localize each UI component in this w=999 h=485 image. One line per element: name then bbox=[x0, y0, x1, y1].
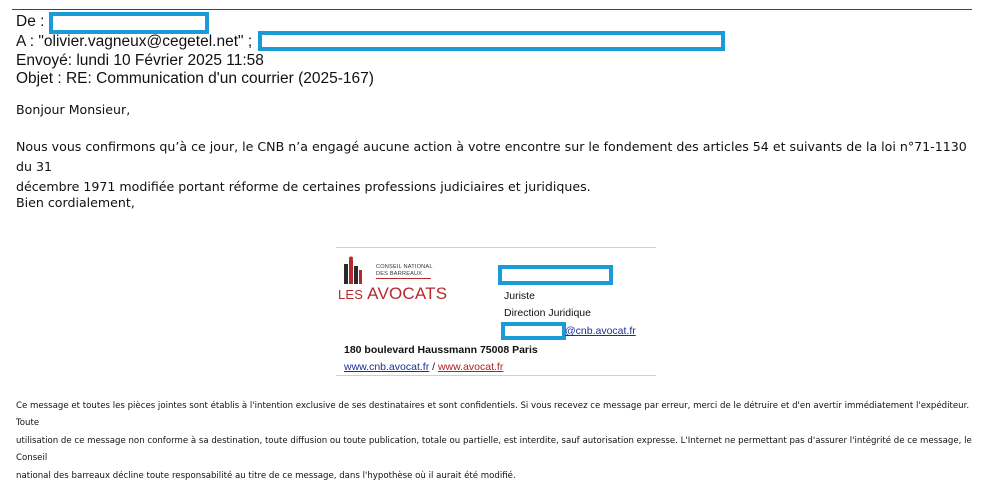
greeting: Bonjour Monsieur, bbox=[16, 102, 131, 117]
sig-email-link[interactable]: @cnb.avocat.fr bbox=[565, 325, 636, 337]
redacted-email-user bbox=[501, 322, 566, 340]
header-to bbox=[16, 33, 252, 50]
redacted-to bbox=[258, 31, 725, 51]
logo-les: LES bbox=[338, 287, 364, 302]
body-paragraph-line1: Nous vous confirmons qu’à ce jour, le CNB n’a engagé aucune action à votre encontre sur le fondement des articles 54 et suivants de la loi n°71-1130 du 31 bbox=[16, 139, 967, 174]
header-top-rule bbox=[12, 9, 972, 10]
header-subject bbox=[16, 70, 374, 87]
body-paragraph bbox=[16, 137, 971, 197]
redacted-name bbox=[498, 265, 613, 285]
footer-disclaimer bbox=[16, 398, 982, 485]
logo-divider bbox=[376, 278, 431, 279]
sig-department: Direction Juridique bbox=[504, 307, 591, 319]
header-from bbox=[16, 13, 44, 30]
subject-label: Objet : bbox=[16, 70, 62, 87]
avocat-website-link[interactable]: www.avocat.fr bbox=[437, 361, 504, 373]
redacted-from bbox=[49, 12, 209, 34]
sent-label: Envoyé: bbox=[16, 52, 73, 69]
to-label: A : bbox=[16, 33, 35, 50]
to-address-link[interactable]: "olivier.vagneux@cegetel.net" ; bbox=[38, 33, 253, 50]
logo-avocats: AVOCATS bbox=[367, 284, 448, 303]
footer-line2: utilisation de ce message non conforme à sa destination, toute diffusion ou toute publication, totale ou partielle, est interdite, sauf autorisation expresse. L'Internet ne permettant pas d'assurer l'intégrité de ce message, le Conseil bbox=[16, 435, 972, 464]
from-label: De : bbox=[16, 13, 45, 30]
cnb-logo-icon bbox=[343, 256, 363, 284]
footer-line1: Ce message et toutes les pièces jointes sont établis à l'intention exclusive de ses destinataires et sont confidentiels. Si vous recevez ce message par erreur, merci de le détruire et d'en avertir immédiatement l'expéditeur. Toute bbox=[16, 401, 970, 429]
sig-address: 180 boulevard Haussmann 75008 Paris bbox=[344, 344, 538, 356]
cnb-website-link[interactable]: www.cnb.avocat.fr bbox=[344, 361, 430, 373]
footer-line3: national des barreaux décline toute responsabilité au titre de ce message, dans l'hypothèse où il aurait été modifié. bbox=[16, 470, 516, 481]
header-sent bbox=[16, 52, 264, 69]
logo-line2: DES BARREAUX bbox=[376, 271, 423, 277]
logo-wordmark bbox=[338, 284, 447, 304]
sig-title: Juriste bbox=[504, 290, 535, 302]
subject-value: RE: Communication d'un courrier (2025-167) bbox=[65, 70, 374, 87]
links-separator: / bbox=[432, 361, 436, 373]
closing: Bien cordialement, bbox=[16, 195, 135, 210]
body-paragraph-line2: décembre 1971 modifiée portant réforme de certaines professions judiciaires et juridiques. bbox=[16, 179, 591, 194]
sig-links bbox=[344, 361, 503, 373]
sent-value: lundi 10 Février 2025 11:58 bbox=[76, 52, 264, 69]
logo-line1: CONSEIL NATIONAL bbox=[376, 264, 433, 270]
